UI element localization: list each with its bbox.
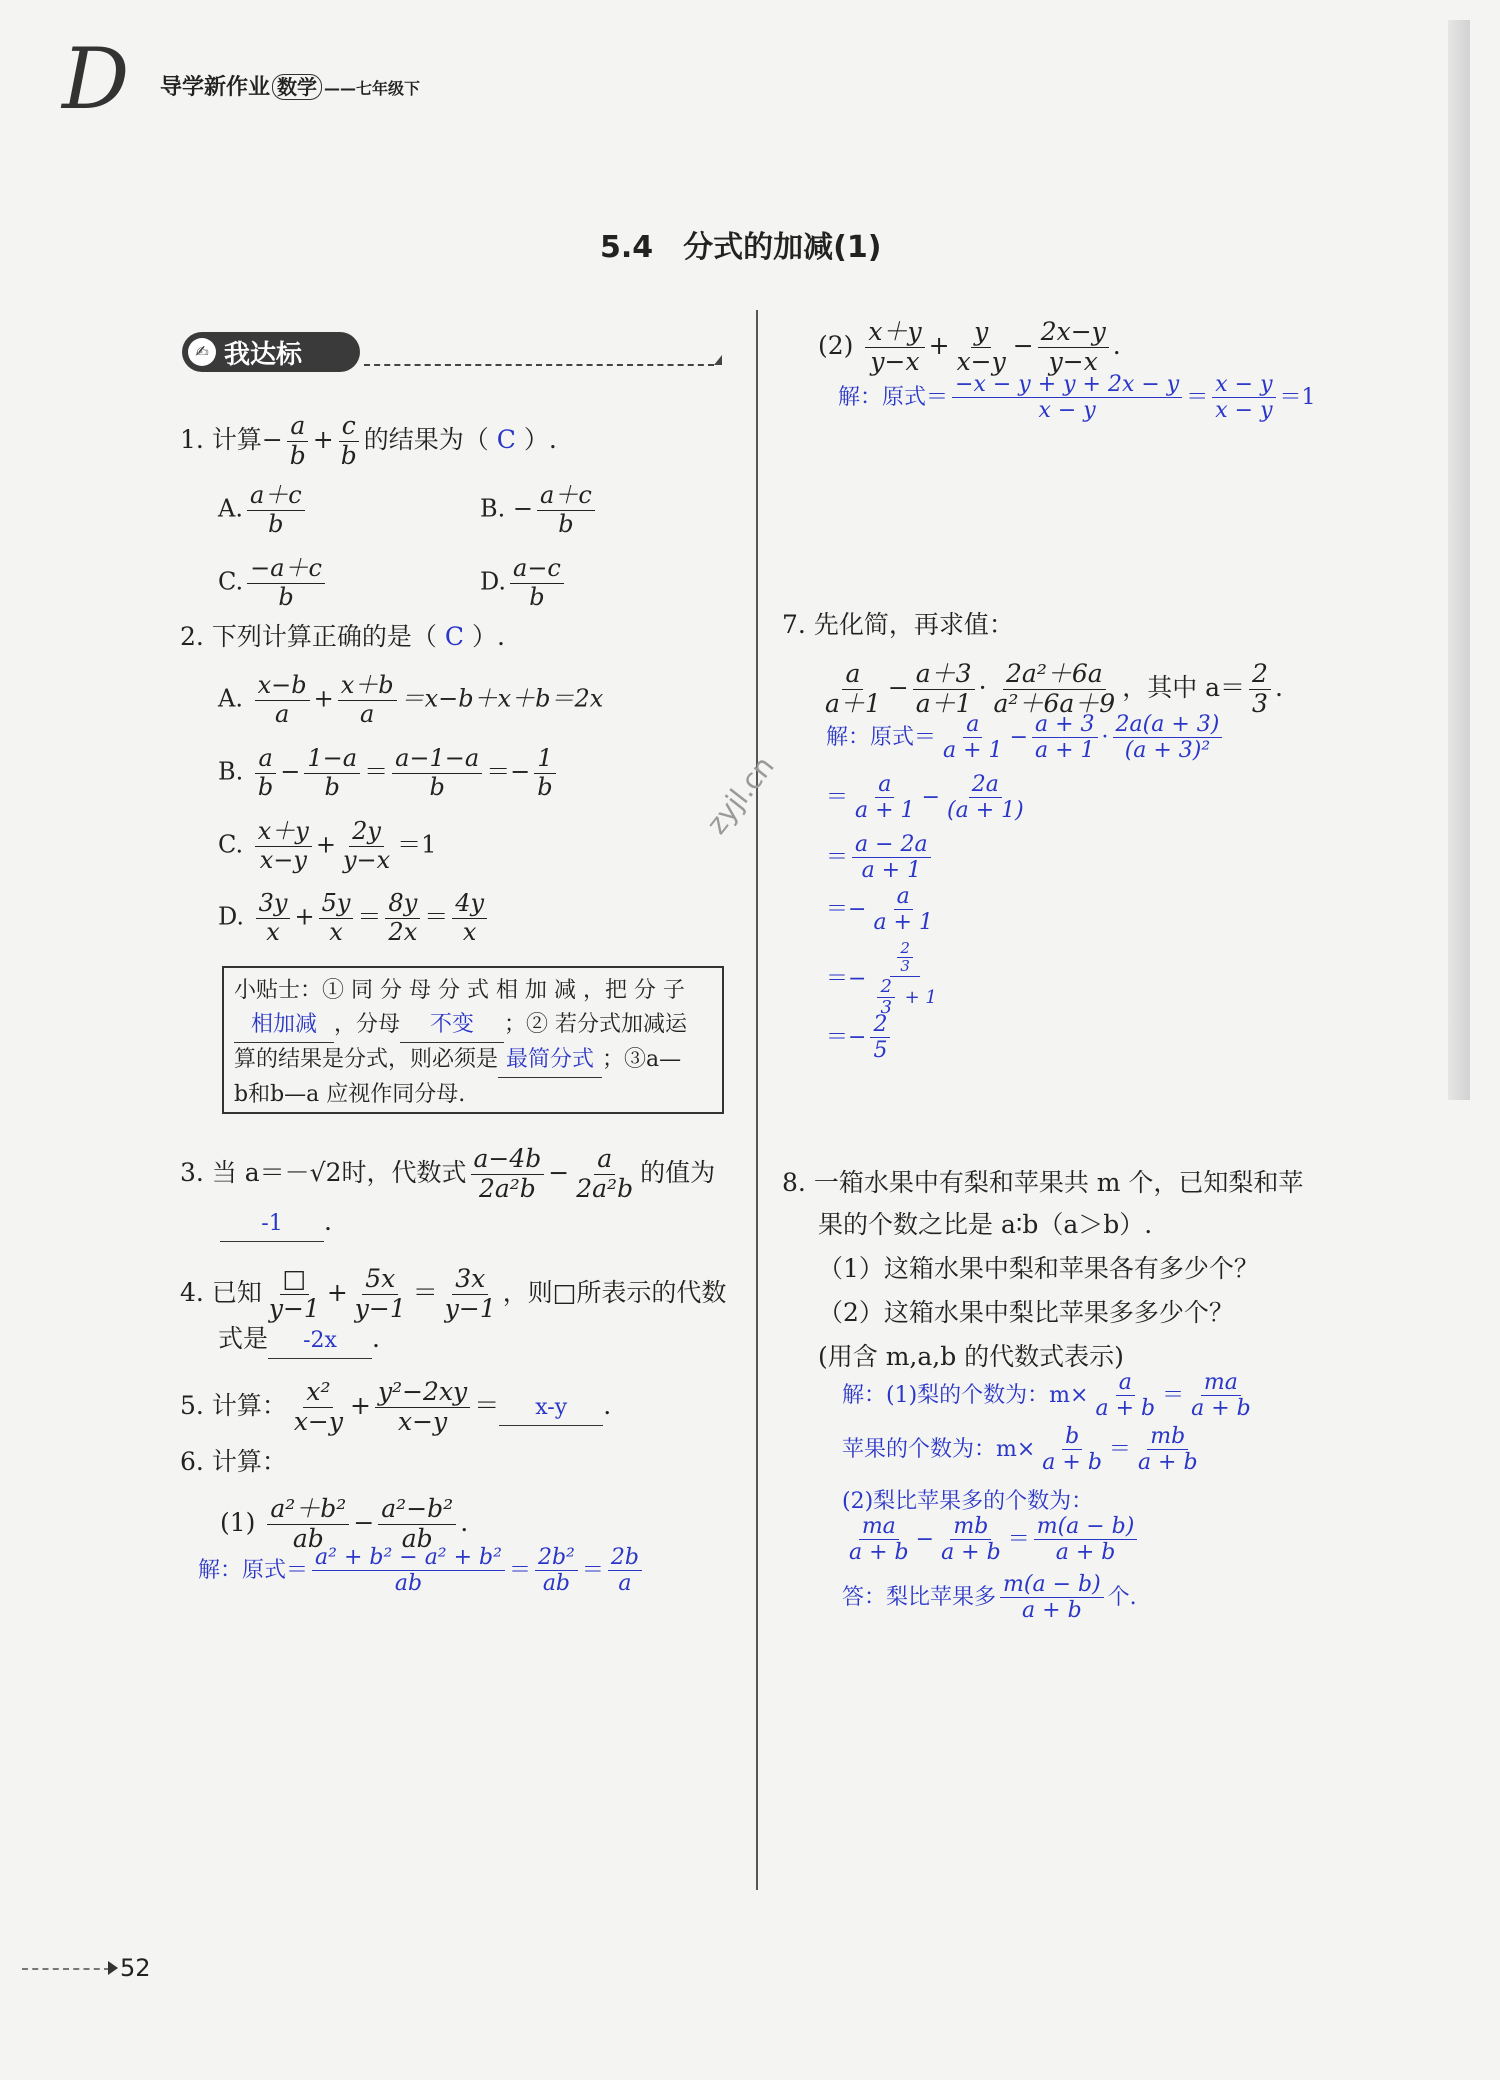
tip-blank-2: 不变 [400, 1008, 504, 1043]
q2-option-b: B. $\frac{a}{b}$ − $\frac{1-a}{b}$ ＝ $\frac{a-1-a}{b}$ ＝− $\frac{1}{b}$ [218, 745, 560, 801]
frac: $\frac{a+c}{b}$ [247, 482, 305, 538]
frac: $\frac{a}{a + 1}$ [855, 772, 915, 824]
tip-line-2 [234, 1008, 712, 1043]
q8-solution-1: 解：(1)梨的个数为：m× $\frac{a}{a + b}$ ＝ $\frac{ma}{a + b}$ [842, 1370, 1258, 1422]
q6-text: 计算： [211, 1447, 287, 1476]
q8-solution-2: 苹果的个数为：m× $\frac{b}{a + b}$ ＝ $\frac{mb}{a + b}$ [842, 1424, 1205, 1476]
frac: $\frac{a-c}{b}$ [510, 555, 564, 611]
header-series [160, 70, 420, 101]
q2-option-a: A. $\frac{x-b}{a}$ + $\frac{x+b}{a}$ ＝x−b＋x＋b＝2x [218, 671, 604, 728]
frac: $\frac{2x-y}{y-x}$ [1038, 318, 1109, 377]
footer-arrow [108, 1961, 118, 1975]
frac: $\frac{8y}{2x}$ [385, 890, 420, 946]
q4-answer: -2x [268, 1324, 372, 1359]
option-label: B. [480, 494, 506, 523]
solution-text: 解：(1)梨的个数为：m× [842, 1382, 1089, 1408]
q2-text: 下列计算正确的是（ [211, 622, 437, 651]
q2-option-c: C. $\frac{x+y}{x-y}$ + $\frac{2y}{y-x}$ ＝1 [218, 817, 437, 874]
q3-text: 当 a＝－√2时，代数式 [211, 1157, 467, 1187]
q7-solution-step-5: ＝− $\frac{2}{3}$ $\frac{2}{3}$ + 1 [826, 940, 944, 1019]
section-badge [182, 332, 360, 372]
q8-solution-4: $\frac{ma}{a + b}$ − $\frac{mb}{a + b}$ ＝ $\frac{m(a - b)}{a + b}$ [842, 1514, 1141, 1566]
frac: $\frac{-a+c}{b}$ [247, 555, 325, 611]
tip-text: ；② 若分式加减运 [504, 1012, 688, 1037]
q7-solution-step-1: 解：原式＝ $\frac{a}{a + 1}$ − $\frac{a + 3}{a + 1}$ · $\frac{2a(a + 3)}{\text{(a + 3)²}}$ [826, 712, 1226, 764]
q2 [180, 620, 505, 654]
frac: $\frac{a}{a+1}$ [825, 659, 881, 718]
frac: $\frac{\text{2b²}}{ab}$ [535, 1545, 578, 1597]
q8-sub-1: （1）这箱水果中梨和苹果各有多少个？ [818, 1254, 1259, 1283]
frac: $\frac{m(a - b)}{a + b}$ [1034, 1514, 1138, 1566]
frac: $\frac{□}{y-1}$ [268, 1264, 320, 1323]
frac: $\frac{y}{x-y}$ [956, 317, 1006, 376]
q2-answer: C [444, 622, 464, 651]
option-label: D. [480, 567, 507, 596]
q1-option-a [218, 482, 309, 538]
answer-text: 个. [1107, 1584, 1137, 1610]
q6-1-solution: 解：原式＝ $\frac{\text{a² + b² − a² + b²}}{ab}$ ＝ $\frac{\text{2b²}}{ab}$ ＝ $\frac{2b}{a}$ [198, 1545, 646, 1597]
frac: $\frac{ma}{a + b}$ [1191, 1370, 1251, 1422]
tip-text: ，分母 [334, 1012, 401, 1037]
series-name: 导学新作业 [160, 75, 271, 100]
q6-part-label: (1) [220, 1507, 256, 1537]
solution-label: 解：原式＝ [198, 1557, 309, 1583]
q6-part-1: (1) $\frac{\text{a²＋b²}}{ab}$ − $\frac{\text{a²−b²}}{ab}$ . [220, 1494, 469, 1553]
frac: $\frac{x - y}{x - y}$ [1212, 372, 1275, 424]
q1-number: 1. [180, 424, 204, 454]
frac: $\frac{1}{b}$ [534, 745, 555, 801]
frac: $\frac{mb}{a + b}$ [941, 1514, 1001, 1566]
q4-text: ，则□所表示的代数 [502, 1277, 727, 1307]
q8-solution-3: (2)梨比苹果多的个数为： [842, 1489, 1094, 1514]
frac: $\frac{\text{y²−2xy}}{x-y}$ [375, 1378, 470, 1437]
frac: $\frac{x-b}{a}$ [255, 672, 310, 728]
q4-text: 已知 [211, 1277, 262, 1307]
q3-answer-line: -1 . [220, 1205, 332, 1242]
q6-2-solution: 解：原式＝ $\frac{-x - y + y + 2x - y}{x - y}$ ＝ $\frac{x - y}{x - y}$ ＝1 [838, 372, 1316, 424]
frac: $\frac{a}{b}$ [287, 412, 309, 471]
q8-line-2: 果的个数之比是 a∶b（a＞b）. [818, 1210, 1153, 1239]
frac: $\frac{m(a - b)}{a + b}$ [1000, 1572, 1104, 1624]
q8-answer [842, 1572, 1137, 1624]
tip-line-3 [234, 1043, 712, 1078]
footer-dashes [22, 1968, 110, 1970]
q7-condition: ，其中 a＝ [1122, 672, 1246, 702]
q1-answer: C [496, 424, 516, 454]
q5-answer: x-y [499, 1391, 603, 1426]
q2-close: ）. [471, 622, 505, 651]
q7-solution-step-6: ＝− $\frac{2}{5}$ [826, 1012, 894, 1064]
q5: 5. 计算： $\frac{\text{x²}}{x-y}$ + $\frac{\text{y²−2xy}}{x-y}$ ＝ x-y . [180, 1377, 612, 1436]
frac: $\frac{1-a}{b}$ [304, 745, 360, 801]
grade-label: ——七年级下 [324, 79, 421, 98]
q5-text: 计算： [211, 1390, 287, 1420]
q1-option-c [218, 555, 329, 611]
frac: $\frac{a+3}{a+1}$ [913, 660, 975, 719]
frac: $\frac{\text{a²−b²}}{ab}$ [378, 1495, 456, 1554]
frac: $\frac{2}{3}$ [1249, 660, 1271, 719]
frac: $\frac{x+y}{y-x}$ [865, 318, 924, 377]
q7-number: 7. [782, 610, 806, 639]
q1: 1. 计算− $\frac{a}{b}$ + $\frac{c}{b}$ 的结果为（ C ）. [180, 411, 557, 470]
frac: $\frac{x+b}{a}$ [338, 672, 397, 728]
frac: $\frac{2}{5}$ [870, 1012, 890, 1064]
q6-part-label: (2) [818, 330, 854, 360]
q3-text: 的值为 [640, 1157, 716, 1187]
tip-text: 算的结果是分式，则必须是 [234, 1047, 499, 1072]
option-label: A. [218, 494, 243, 523]
q8-sub-2: （2）这箱水果中梨比苹果多多少个？ [818, 1298, 1234, 1327]
subject-badge: 数学 [272, 74, 322, 100]
frac: $\frac{a}{a + 1}$ [873, 884, 933, 936]
q6 [180, 1445, 287, 1479]
page-number: 52 [120, 1954, 151, 1982]
spine-shadow [1448, 20, 1470, 1100]
q6-part-2: (2) $\frac{x+y}{y-x}$ + $\frac{y}{x-y}$ − $\frac{2x-y}{y-x}$ . [818, 317, 1121, 376]
badge-dashed-line [364, 364, 714, 366]
frac: $\frac{2a}{(a + 1)}$ [947, 772, 1024, 824]
q8-text: 一箱水果中有梨和苹果共 m 个，已知梨和苹 [813, 1168, 1304, 1197]
q3: 3. 当 a＝－√2时，代数式 $\frac{a-4b}{\text{2a²b}}$ − $\frac{a}{\text{2a²b}}$ 的值为 [180, 1144, 716, 1203]
q7-solution-step-4: ＝− $\frac{a}{a + 1}$ [826, 884, 940, 936]
q7-text: 先化简，再求值： [813, 610, 1014, 639]
frac: $\frac{4y}{x}$ [452, 890, 487, 946]
solution-label: 解：原式＝ [838, 384, 949, 410]
tip-blank-1: 相加减 [234, 1008, 334, 1043]
q4-text: 式是 [218, 1324, 269, 1353]
frac: $\frac{a}{a + 1}$ [943, 712, 1003, 764]
frac: $\frac{c}{b}$ [340, 411, 357, 470]
frac: $\frac{5x}{y-1}$ [354, 1264, 406, 1323]
solution-label: 解：原式＝ [826, 724, 937, 750]
q2-number: 2. [180, 622, 204, 651]
q7-expression: $\frac{a}{a+1}$ − $\frac{a+3}{a+1}$ · $\frac{\text{2a²＋6a}}{\text{a²＋6a＋9}}$ ，其中 a＝ $\frac{2}{3}$ . [818, 660, 1283, 719]
frac: $\frac{3y}{x}$ [256, 890, 291, 946]
frac: $\frac{2}{3}$ [897, 940, 913, 976]
q4: 4. 已知 $\frac{□}{y-1}$ + $\frac{5x}{y-1}$ ＝ $\frac{3x}{y-1}$ ，则□所表示的代数 [180, 1264, 727, 1323]
q4-number: 4. [180, 1277, 204, 1307]
frac: $\frac{a+c}{b}$ [537, 482, 595, 538]
q1-option-d [480, 555, 568, 611]
frac: $\frac{2}{3}$ $\frac{2}{3}$ + 1 [870, 940, 939, 1019]
q3-number: 3. [180, 1157, 204, 1187]
q1-option-b: B. − $\frac{a+c}{b}$ [480, 482, 599, 538]
frac: $\frac{\text{a² + b² − a² + b²}}{ab}$ [312, 1545, 505, 1597]
frac: $\frac{2}{3}$ [877, 977, 894, 1019]
frac: $\frac{b}{a + b}$ [1042, 1424, 1102, 1476]
badge-label: 我达标 [224, 339, 303, 370]
frac: $\frac{a}{\text{2a²b}}$ [576, 1144, 634, 1203]
answer-text: 答：梨比苹果多 [842, 1584, 997, 1610]
frac: $\frac{ma}{a + b}$ [849, 1514, 909, 1566]
frac: $\frac{2b}{a}$ [608, 1545, 642, 1597]
frac: $\frac{\text{x²}}{x-y}$ [293, 1377, 343, 1436]
header-logo-letter: D [62, 30, 130, 128]
solution-text: 苹果的个数为：m× [842, 1436, 1036, 1462]
watermark: zyjl.cn [700, 749, 781, 841]
frac: $\frac{\text{a²＋b²}}{ab}$ [267, 1495, 349, 1554]
tip-line-1: 小贴士：① 同 分 母 分 式 相 加 减 ，把 分 子 [234, 978, 685, 1003]
tip-line-4: b和b—a 应视作同分母. [234, 1082, 466, 1107]
page-title: 5.4 分式的加减(1) [600, 230, 882, 265]
frac: $\frac{\text{2a²＋6a}}{\text{a²＋6a＋9}}$ [993, 659, 1116, 718]
q2-option-d: D. $\frac{3y}{x}$ + $\frac{5y}{x}$ ＝ $\frac{8y}{2x}$ ＝ $\frac{4y}{x}$ [218, 890, 491, 946]
q4-answer-line: 式是 -2x . [218, 1322, 380, 1359]
q7-solution-step-2: ＝ $\frac{a}{a + 1}$ − $\frac{2a}{(a + 1)}$ [826, 772, 1031, 824]
tip-blank-3: 最简分式 [498, 1043, 602, 1078]
frac: $\frac{x+y}{x-y}$ [255, 818, 312, 874]
q8-note: (用含 m,a,b 的代数式表示) [818, 1342, 1124, 1371]
q7-solution-step-3: ＝ $\frac{a - 2a}{a + 1}$ [826, 832, 935, 884]
q1-close: ）. [523, 424, 557, 454]
q7 [782, 608, 1014, 642]
badge-arrow [714, 355, 722, 365]
frac: $\frac{a - 2a}{a + 1}$ [852, 832, 931, 884]
frac: $\frac{2y}{y-x}$ [342, 817, 391, 874]
frac: $\frac{mb}{a + b}$ [1137, 1424, 1198, 1476]
q3-answer: -1 [220, 1207, 324, 1242]
tip-box [222, 966, 724, 1114]
q5-number: 5. [180, 1390, 204, 1420]
frac: $\frac{3x}{y-1}$ [444, 1264, 496, 1323]
q6-number: 6. [180, 1447, 204, 1476]
badge-icon: ✍ [188, 338, 216, 366]
frac: $\frac{2a(a + 3)}{\text{(a + 3)²}}$ [1113, 712, 1223, 764]
frac: $\frac{5y}{x}$ [319, 890, 354, 946]
frac: $\frac{a}{a + b}$ [1095, 1370, 1156, 1422]
frac: $\frac{a-4b}{\text{2a²b}}$ [471, 1145, 545, 1204]
frac: $\frac{-x - y + y + 2x - y}{x - y}$ [952, 372, 1182, 424]
frac: $\frac{a}{b}$ [255, 745, 276, 801]
q1-text: 计算 [211, 424, 262, 454]
q8 [782, 1166, 1303, 1200]
frac: $\frac{a + 3}{a + 1}$ [1032, 712, 1098, 764]
frac: $\frac{a-1-a}{b}$ [392, 745, 482, 801]
tip-text: ；③a— [602, 1047, 682, 1072]
column-divider [756, 310, 758, 1890]
q8-number: 8. [782, 1168, 806, 1197]
q1-text-post: 的结果为（ [363, 424, 489, 454]
option-label: C. [218, 567, 244, 596]
